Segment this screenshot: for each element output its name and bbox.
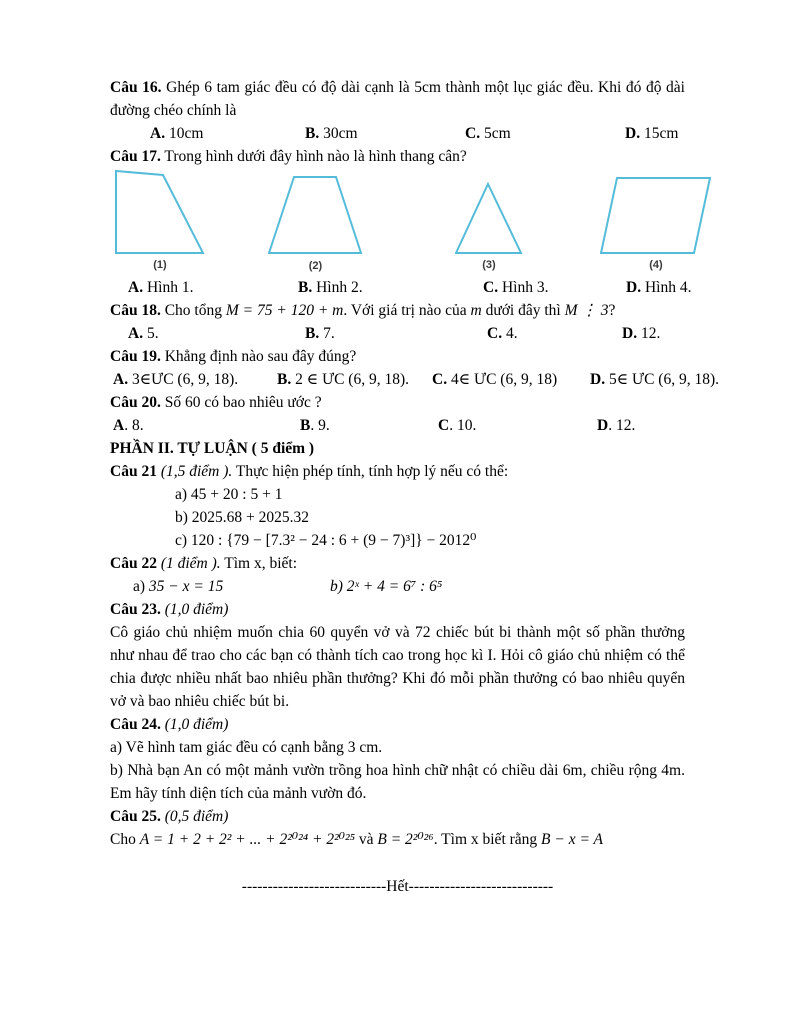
q23-label: Câu 23. (110, 601, 161, 618)
q25-text: và (354, 831, 378, 848)
option-text: Hình 4. (641, 279, 692, 296)
q19-option-c (432, 368, 557, 391)
figure-1-right-trapezoid (115, 170, 205, 272)
q18-stem (110, 299, 685, 322)
math-expression: 45 + 20 : 5 + 1 (187, 486, 283, 503)
figure-4-parallelogram (600, 177, 712, 272)
q18-option-c (487, 322, 518, 345)
q20-stem (110, 391, 685, 414)
option-text: Hình 1. (143, 279, 194, 296)
option-letter: D (597, 417, 609, 434)
q22-label: Câu 22 (110, 555, 157, 572)
q22-item-b (330, 575, 442, 598)
figure-label: (3) (482, 259, 496, 271)
option-letter: C. (465, 125, 481, 142)
q17-option-d (626, 276, 691, 299)
q21-item-b (110, 506, 685, 529)
q25-text: Cho (110, 831, 140, 848)
item-marker: a) (133, 578, 146, 595)
option-letter: B (300, 417, 311, 434)
q20-label: Câu 20. (110, 394, 161, 411)
q17-option-c (483, 276, 548, 299)
q18-option-a (128, 322, 159, 345)
q20-option-d (597, 414, 635, 437)
option-letter: D. (622, 325, 638, 342)
q24-item-b: b) Nhà bạn An có một mảnh vườn trồng hoa hình chữ nhật có chiều dài 6m, chiều rộng 4m. Em hãy tính diện tích của mảnh vườn đó. (110, 762, 685, 802)
option-letter: A. (128, 279, 144, 296)
option-text: . 12. (608, 417, 636, 434)
q23-head (110, 598, 685, 621)
q21-text: Thực hiện phép tính, tính hợp lý nếu có thể: (232, 463, 509, 480)
q20-option-b (300, 414, 330, 437)
option-text: 4∈ ƯC (6, 9, 18) (447, 371, 558, 388)
q18-option-b (305, 322, 335, 345)
q19-text: Khẳng định nào sau đây đúng? (160, 348, 357, 365)
right-trapezoid-shape (115, 170, 205, 255)
q16-stem (110, 76, 685, 122)
option-text: 7. (319, 325, 335, 342)
option-text: 5. (143, 325, 159, 342)
item-marker: b) (330, 578, 343, 595)
q17-figures (110, 170, 685, 276)
option-letter: C. (487, 325, 503, 342)
math-expression: 35 − x = 15 (145, 578, 224, 595)
q19-option-a (113, 368, 238, 391)
q16-label: Câu 16. (110, 79, 162, 96)
q18-options (110, 322, 685, 345)
parallelogram-shape (600, 177, 712, 255)
q25-head (110, 805, 685, 828)
q25-body (110, 828, 685, 851)
q22-items (110, 575, 685, 598)
q18-text: dưới đây thì (481, 302, 565, 319)
q21-head (110, 460, 685, 483)
q25-text: . Tìm x biết rằng (433, 831, 542, 848)
q18-text: Cho tổng (160, 302, 226, 319)
q25-points: (0,5 điểm) (160, 808, 229, 825)
q24-label: Câu 24. (110, 716, 161, 733)
math-expression: B − x = A (541, 831, 604, 848)
q16-text: Ghép 6 tam giác đều có độ dài cạnh là 5cm thành một lục giác đều. Khi đó độ dài đường chéo chính là (110, 79, 685, 119)
isosceles-trapezoid-shape (268, 176, 363, 256)
q20-option-c (438, 414, 476, 437)
figure-label: (2) (308, 260, 323, 272)
triangle-shape (455, 182, 523, 255)
q24-item-a: a) Vẽ hình tam giác đều có cạnh bằng 3 cm. (110, 739, 383, 756)
q24-head (110, 713, 685, 736)
option-letter: D. (625, 125, 641, 142)
q16-option-a (150, 122, 203, 145)
math-expression: m (470, 302, 482, 319)
option-text: 30cm (319, 125, 358, 142)
q18-option-d (622, 322, 660, 345)
q16-option-b (305, 122, 358, 145)
q21-points: (1,5 điểm ). (156, 463, 233, 480)
q19-options (110, 368, 719, 391)
figure-3-triangle (455, 182, 523, 272)
q23-points: (1,0 điểm) (160, 601, 229, 618)
math-expression: M ⋮ 3 (564, 302, 609, 319)
option-letter: B. (305, 325, 320, 342)
q22-text: Tìm x, biết: (220, 555, 298, 572)
math-expression: B = 2²⁰²⁶ (377, 831, 434, 848)
option-letter: C (438, 417, 450, 434)
q22-points: (1 điểm ). (156, 555, 221, 572)
q16-options (110, 122, 685, 145)
item-marker: a) (175, 486, 188, 503)
q17-text: Trong hình dưới đây hình nào là hình thang cân? (160, 148, 467, 165)
q16-option-c (465, 122, 511, 145)
figure-label: (1) (153, 259, 167, 271)
option-text: 2 ∈ ƯC (6, 9, 18). (291, 371, 410, 388)
option-letter: C. (483, 279, 499, 296)
figure-2-isosceles-trapezoid (268, 176, 363, 273)
option-text: Hình 3. (498, 279, 549, 296)
q19-stem (110, 345, 685, 368)
option-text: 12. (637, 325, 661, 342)
math-expression: 120 : {79 − [7.3² − 24 : 6 + (9 − 7)³]} − 2012⁰ (187, 532, 477, 549)
option-text: 3∈ƯC (6, 9, 18). (128, 371, 239, 388)
math-expression: A = 1 + 2 + 2² + ... + 2²⁰²⁴ + 2²⁰²⁵ (139, 831, 355, 848)
figure-label: (4) (649, 259, 663, 271)
option-text: Hình 2. (312, 279, 363, 296)
option-text: 5∈ ƯC (6, 9, 18). (605, 371, 719, 388)
option-letter: B. (298, 279, 313, 296)
q17-option-b (298, 276, 363, 299)
q25-label: Câu 25. (110, 808, 161, 825)
q23-body: Cô giáo chủ nhiệm muốn chia 60 quyển vở và 72 chiếc bút bi thành một số phần thưởng như nhau để trao cho các bạn có thành tích cao trong học kì I. Hỏi cô giáo chủ nhiệm có thể chia được nhiều nhất bao nhiêu phần thưởng? Khi đó mỗi phần thưởng có bao nhiêu quyển vở và bao nhiêu chiếc bút bi. (110, 624, 685, 710)
q19-option-d (590, 368, 719, 391)
part2-title: PHẦN II. TỰ LUẬN ( 5 điểm ) (110, 440, 315, 457)
option-text: 5cm (480, 125, 511, 142)
option-text: 10cm (165, 125, 204, 142)
option-text: 4. (502, 325, 518, 342)
q16-option-d (625, 122, 678, 145)
option-letter: A (113, 417, 125, 434)
q20-options (110, 414, 685, 437)
q18-label: Câu 18. (110, 302, 161, 319)
q20-text: Số 60 có bao nhiêu ước ? (160, 394, 322, 411)
q24-points: (1,0 điểm) (160, 716, 229, 733)
option-letter: D. (626, 279, 642, 296)
q19-option-b (277, 368, 409, 391)
q19-label: Câu 19. (110, 348, 161, 365)
option-text: . 9. (310, 417, 330, 434)
option-letter: A. (150, 125, 166, 142)
option-letter: A. (113, 371, 129, 388)
q22-head (110, 552, 685, 575)
item-marker: c) (175, 532, 188, 549)
option-letter: C. (432, 371, 448, 388)
option-text: . 8. (124, 417, 144, 434)
q18-text: . Với giá trị nào của (343, 302, 471, 319)
math-expression: 2025.68 + 2025.32 (187, 509, 310, 526)
q20-option-a (113, 414, 144, 437)
q18-text: ? (608, 302, 616, 319)
q22-item-a (133, 575, 223, 598)
option-letter: A. (128, 325, 144, 342)
option-letter: D. (590, 371, 606, 388)
q17-label: Câu 17. (110, 148, 161, 165)
q17-option-a (128, 276, 193, 299)
q21-item-c (110, 529, 685, 552)
option-letter: B. (277, 371, 292, 388)
q21-label: Câu 21 (110, 463, 157, 480)
option-text: 15cm (640, 125, 679, 142)
q17-options (110, 276, 692, 299)
math-expression: 2ˣ + 4 = 6⁷ : 6⁵ (342, 578, 443, 595)
option-letter: B. (305, 125, 320, 142)
item-marker: b) (175, 509, 188, 526)
math-expression: M = 75 + 120 + m (225, 302, 344, 319)
end-marker: ----------------------------Hết---------------------------- (241, 878, 554, 895)
q17-stem (110, 145, 685, 168)
q21-item-a (110, 483, 685, 506)
option-text: . 10. (449, 417, 477, 434)
